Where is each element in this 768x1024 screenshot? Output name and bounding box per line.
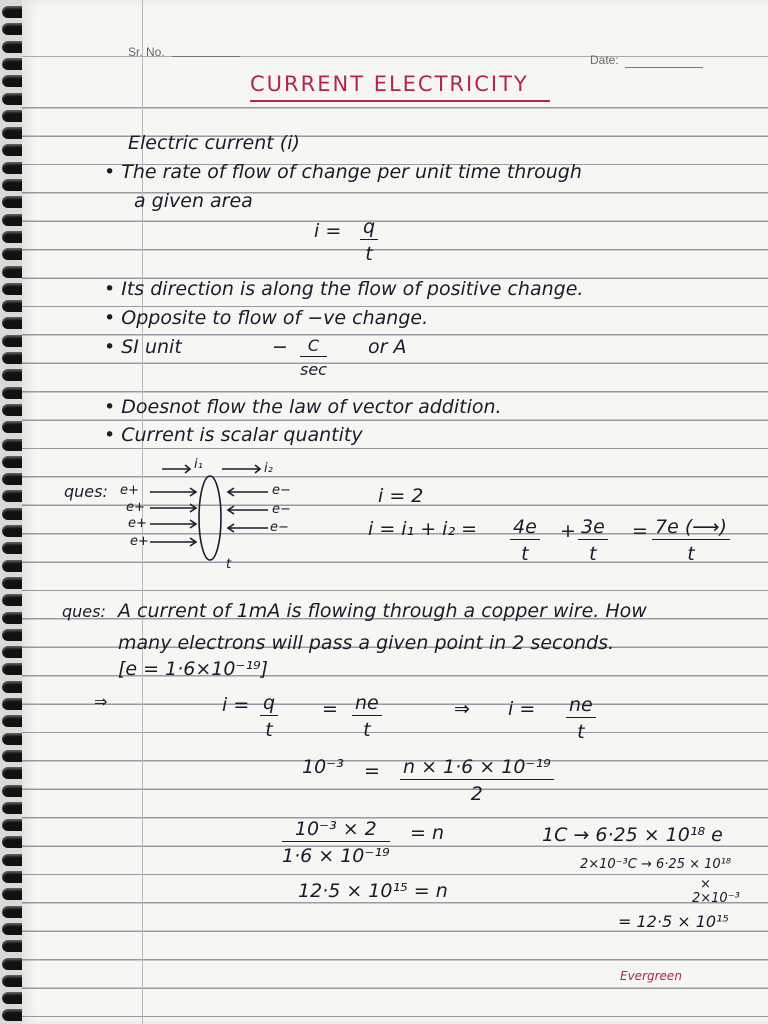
question-1-label: ques: [64, 482, 108, 501]
bullet-vector-addition: • Doesnot flow the law of vector addition. [104, 396, 502, 418]
q2-s1-den2: t [363, 719, 371, 741]
date-label: Date: [590, 53, 619, 67]
current-i2-label: i₂ [264, 461, 273, 476]
serial-underline [172, 56, 240, 57]
definition-line-1: • The rate of flow of change per unit time through [104, 161, 582, 183]
q2-s1-num: q [260, 692, 278, 716]
section-heading: Electric current (i) [128, 132, 300, 154]
q2-s1-den: t [265, 719, 273, 741]
side-calc-multiplier: 2×10⁻³ [692, 891, 740, 906]
charge-right-2: e− [272, 502, 291, 517]
q2-s1-den3: t [577, 721, 585, 743]
current-i1-label: i₁ [194, 457, 203, 472]
q2-s3-rhs: = n [410, 822, 445, 844]
bullet-si-unit: • SI unit [104, 336, 182, 358]
formula-numerator: q [360, 216, 378, 240]
q2-s2-fraction [400, 756, 554, 805]
page-title: CURRENT ELECTRICITY [250, 72, 529, 96]
current-formula-lhs: i = [314, 220, 342, 242]
formula-denominator: t [365, 243, 373, 265]
current-formula-fraction [360, 216, 378, 265]
q2-line-2: many electrons will pass a given point in 2 seconds. [118, 632, 615, 654]
q2-s2-lhs: 10⁻³ [302, 756, 344, 778]
bullet-direction: • Its direction is along the flow of positive change. [104, 278, 584, 300]
q2-s1-num3: ne [566, 694, 596, 718]
si-unit-ampere: or A [368, 336, 407, 358]
charge-left-1: e+ [120, 483, 139, 498]
question-2-label: ques: [62, 602, 106, 621]
q1-equals: = [632, 520, 648, 542]
q2-s1-num2: ne [352, 692, 382, 716]
q2-line-3: [e = 1·6×10⁻¹⁹] [118, 658, 269, 680]
q1-f1-num: 4e [510, 516, 540, 540]
si-unit-denominator: sec [300, 360, 327, 379]
q2-s1-eq: = [322, 698, 338, 720]
q1-given: i = 2 [378, 485, 424, 507]
q1-fraction-2 [578, 516, 608, 565]
serial-number-label: Sr. No. [128, 45, 165, 59]
charge-right-3: e− [270, 520, 289, 535]
charge-right-1: e− [272, 483, 291, 498]
q2-s3-den: 1·6 × 10⁻¹⁹ [282, 845, 390, 867]
date-underline [625, 67, 703, 68]
q1-plus: + [560, 520, 576, 542]
q2-result: 12·5 × 10¹⁵ = n [298, 880, 448, 902]
q1-fraction-3 [652, 516, 730, 565]
q2-s3-fraction [282, 818, 390, 867]
side-calc-result: = 12·5 × 10¹⁵ [618, 912, 729, 931]
wire-cross-section [199, 476, 221, 560]
q1-sum-lhs: i = i₁ + i₂ = [368, 518, 478, 540]
q1-f3-num: 7e (⟶) [652, 516, 730, 540]
q2-arrow: ⇒ [94, 692, 108, 711]
definition-line-2: a given area [134, 190, 253, 212]
brand-logo: Evergreen [620, 969, 682, 983]
si-unit-fraction [300, 336, 327, 379]
bullet-scalar: • Current is scalar quantity [104, 424, 363, 446]
charge-left-3: e+ [128, 516, 147, 531]
title-underline [250, 100, 550, 102]
side-calc-times: × [700, 877, 711, 892]
q2-s1-frac-3 [566, 694, 596, 743]
q2-s1-lhs2: i = [508, 698, 536, 720]
q1-f2-den: t [589, 543, 597, 565]
q2-s2-den: 2 [470, 783, 483, 805]
q2-s3-num: 10⁻³ × 2 [282, 818, 390, 842]
q1-f3-den: t [687, 543, 695, 565]
charge-left-4: e+ [130, 534, 149, 549]
q2-s1-implies: ⇒ [454, 698, 470, 720]
q1-f2-num: 3e [578, 516, 608, 540]
q2-s2-eq: = [364, 760, 380, 782]
q2-s1-frac-1 [260, 692, 278, 741]
side-calc-2: 2×10⁻³C → 6·25 × 10¹⁸ [580, 857, 732, 872]
charge-left-2: e+ [126, 500, 145, 515]
bullet-opposite: • Opposite to flow of −ve change. [104, 307, 429, 329]
q2-s1-lhs: i = [222, 694, 250, 716]
q2-s2-num: n × 1·6 × 10⁻¹⁹ [400, 756, 554, 780]
si-unit-numerator: C [300, 336, 327, 357]
q1-f1-den: t [521, 543, 529, 565]
q1-fraction-1 [510, 516, 540, 565]
side-calc-1: 1C → 6·25 × 10¹⁸ e [542, 824, 723, 846]
time-label: t [226, 557, 232, 572]
q2-line-1: A current of 1mA is flowing through a copper wire. How [118, 600, 647, 622]
q2-s1-frac-2 [352, 692, 382, 741]
si-unit-dash: − [272, 336, 288, 358]
